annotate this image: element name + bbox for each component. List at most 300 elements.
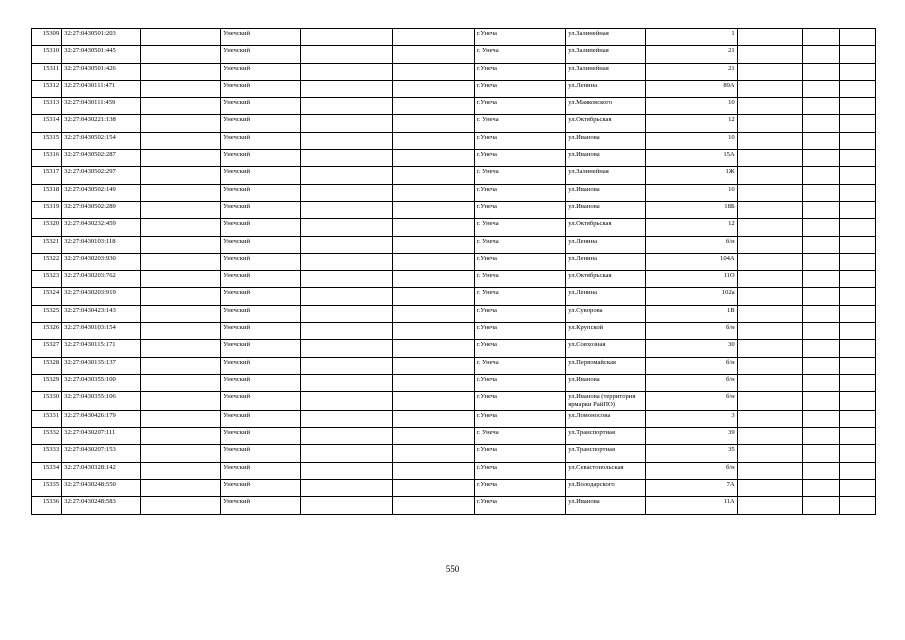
row-number-cell: 15309 — [32, 29, 62, 46]
row-number-cell: 15332 — [32, 428, 62, 445]
row-number-cell: 15315 — [32, 132, 62, 149]
empty-cell — [301, 63, 392, 80]
cadastral-number-cell: 32:27:0430203:930 — [62, 253, 141, 270]
street-cell: ул.Суворова — [566, 305, 646, 322]
empty-cell — [803, 462, 839, 479]
empty-cell — [141, 167, 221, 184]
empty-cell — [301, 236, 392, 253]
table-row — [32, 184, 876, 201]
empty-cell — [141, 357, 221, 374]
empty-cell — [737, 479, 802, 496]
empty-cell — [301, 374, 392, 391]
table-row — [32, 98, 876, 115]
empty-cell — [301, 497, 392, 514]
row-number-cell: 15325 — [32, 305, 62, 322]
house-number-cell: 21 — [646, 63, 737, 80]
empty-cell — [839, 98, 875, 115]
cadastral-number-cell: 32:27:0430111:459 — [62, 98, 141, 115]
table-row — [32, 236, 876, 253]
empty-cell — [141, 323, 221, 340]
cadastral-number-cell: 32:27:0430203:919 — [62, 288, 141, 305]
row-number-cell: 15333 — [32, 445, 62, 462]
city-cell: г.Унеча — [474, 63, 565, 80]
district-cell: Унечский — [221, 357, 301, 374]
empty-cell — [737, 219, 802, 236]
empty-cell — [392, 63, 474, 80]
street-cell: ул.Залинейная — [566, 29, 646, 46]
empty-cell — [803, 305, 839, 322]
cadastral-number-cell: 32:27:0430501:426 — [62, 63, 141, 80]
row-number-cell: 15321 — [32, 236, 62, 253]
district-cell: Унечский — [221, 253, 301, 270]
house-number-cell: б/н — [646, 357, 737, 374]
cadastral-number-cell: 32:27:0430502:149 — [62, 184, 141, 201]
table-row — [32, 167, 876, 184]
cadastral-number-cell: 32:27:0430502:287 — [62, 150, 141, 167]
empty-cell — [301, 201, 392, 218]
registry-table — [31, 28, 876, 515]
empty-cell — [839, 46, 875, 63]
street-cell: ул.Иванова — [566, 497, 646, 514]
city-cell: г. Унеча — [474, 115, 565, 132]
house-number-cell: 10 — [646, 184, 737, 201]
table-row — [32, 479, 876, 496]
street-cell: ул.Совхозная — [566, 340, 646, 357]
house-number-cell: 102а — [646, 288, 737, 305]
empty-cell — [737, 340, 802, 357]
city-cell: г.Унеча — [474, 132, 565, 149]
table-row — [32, 392, 876, 411]
city-cell: г.Унеча — [474, 98, 565, 115]
row-number-cell: 15334 — [32, 462, 62, 479]
street-cell: ул.Октябрьская — [566, 271, 646, 288]
empty-cell — [839, 63, 875, 80]
empty-cell — [737, 63, 802, 80]
house-number-cell: 1 — [646, 29, 737, 46]
row-number-cell: 15316 — [32, 150, 62, 167]
cadastral-number-cell: 32:27:0430103:154 — [62, 323, 141, 340]
empty-cell — [803, 392, 839, 411]
empty-cell — [737, 201, 802, 218]
empty-cell — [737, 236, 802, 253]
row-number-cell: 15330 — [32, 392, 62, 411]
district-cell: Унечский — [221, 479, 301, 496]
table-row — [32, 150, 876, 167]
district-cell: Унечский — [221, 340, 301, 357]
empty-cell — [301, 150, 392, 167]
cadastral-number-cell: 32:27:0430355:106 — [62, 392, 141, 411]
cadastral-number-cell: 32:27:0430501:203 — [62, 29, 141, 46]
empty-cell — [839, 410, 875, 427]
row-number-cell: 15318 — [32, 184, 62, 201]
district-cell: Унечский — [221, 236, 301, 253]
table-row — [32, 115, 876, 132]
cadastral-number-cell: 32:27:0430328:142 — [62, 462, 141, 479]
cadastral-number-cell: 32:27:0430232:459 — [62, 219, 141, 236]
empty-cell — [737, 46, 802, 63]
city-cell: г. Унеча — [474, 428, 565, 445]
empty-cell — [301, 167, 392, 184]
empty-cell — [301, 219, 392, 236]
table-row — [32, 132, 876, 149]
empty-cell — [803, 236, 839, 253]
empty-cell — [803, 374, 839, 391]
empty-cell — [737, 115, 802, 132]
district-cell: Унечский — [221, 323, 301, 340]
empty-cell — [737, 445, 802, 462]
empty-cell — [839, 115, 875, 132]
cadastral-number-cell: 32:27:0430203:762 — [62, 271, 141, 288]
empty-cell — [392, 132, 474, 149]
empty-cell — [803, 479, 839, 496]
empty-cell — [141, 479, 221, 496]
empty-cell — [839, 357, 875, 374]
district-cell: Унечский — [221, 201, 301, 218]
district-cell: Унечский — [221, 132, 301, 149]
cadastral-number-cell: 32:27:0430135:137 — [62, 357, 141, 374]
empty-cell — [737, 184, 802, 201]
house-number-cell: б/н — [646, 236, 737, 253]
empty-cell — [141, 253, 221, 270]
empty-cell — [737, 132, 802, 149]
district-cell: Унечский — [221, 288, 301, 305]
empty-cell — [141, 63, 221, 80]
cadastral-number-cell: 32:27:0430355:100 — [62, 374, 141, 391]
cadastral-number-cell: 32:27:0430502:297 — [62, 167, 141, 184]
street-cell: ул.Иванова — [566, 201, 646, 218]
empty-cell — [803, 410, 839, 427]
empty-cell — [301, 479, 392, 496]
empty-cell — [301, 132, 392, 149]
empty-cell — [141, 340, 221, 357]
empty-cell — [301, 357, 392, 374]
district-cell: Унечский — [221, 462, 301, 479]
empty-cell — [737, 392, 802, 411]
row-number-cell: 15313 — [32, 98, 62, 115]
street-cell: ул.Маяковского — [566, 98, 646, 115]
cadastral-number-cell: 32:27:0430115:171 — [62, 340, 141, 357]
row-number-cell: 15335 — [32, 479, 62, 496]
empty-cell — [803, 46, 839, 63]
row-number-cell: 15323 — [32, 271, 62, 288]
empty-cell — [803, 497, 839, 514]
street-cell: ул.Залинейная — [566, 167, 646, 184]
house-number-cell: 89А — [646, 80, 737, 97]
house-number-cell: 11А — [646, 497, 737, 514]
empty-cell — [141, 462, 221, 479]
empty-cell — [803, 253, 839, 270]
empty-cell — [392, 46, 474, 63]
empty-cell — [839, 428, 875, 445]
row-number-cell: 15322 — [32, 253, 62, 270]
empty-cell — [839, 462, 875, 479]
empty-cell — [839, 132, 875, 149]
street-cell: ул.Октябрьская — [566, 115, 646, 132]
empty-cell — [392, 236, 474, 253]
street-cell: ул.Севастопольская — [566, 462, 646, 479]
street-cell: ул.Ленина — [566, 80, 646, 97]
district-cell: Унечский — [221, 167, 301, 184]
table-row — [32, 80, 876, 97]
empty-cell — [392, 184, 474, 201]
empty-cell — [839, 271, 875, 288]
empty-cell — [141, 219, 221, 236]
house-number-cell: 10 — [646, 98, 737, 115]
empty-cell — [141, 410, 221, 427]
empty-cell — [301, 462, 392, 479]
street-cell: ул.Ломоносова — [566, 410, 646, 427]
empty-cell — [803, 150, 839, 167]
empty-cell — [839, 323, 875, 340]
row-number-cell: 15314 — [32, 115, 62, 132]
empty-cell — [737, 410, 802, 427]
city-cell: г. Унеча — [474, 46, 565, 63]
district-cell: Унечский — [221, 428, 301, 445]
cadastral-number-cell: 32:27:0430207:111 — [62, 428, 141, 445]
district-cell: Унечский — [221, 219, 301, 236]
house-number-cell: 10 — [646, 132, 737, 149]
empty-cell — [141, 80, 221, 97]
city-cell: г.Унеча — [474, 445, 565, 462]
empty-cell — [803, 80, 839, 97]
district-cell: Унечский — [221, 445, 301, 462]
street-cell: ул.Транспортная — [566, 428, 646, 445]
row-number-cell: 15312 — [32, 80, 62, 97]
city-cell: г.Унеча — [474, 201, 565, 218]
empty-cell — [803, 357, 839, 374]
empty-cell — [803, 201, 839, 218]
house-number-cell: 104А — [646, 253, 737, 270]
empty-cell — [803, 445, 839, 462]
district-cell: Унечский — [221, 271, 301, 288]
house-number-cell: б/н — [646, 392, 737, 411]
table-row — [32, 29, 876, 46]
street-cell: ул.Октябрьская — [566, 219, 646, 236]
empty-cell — [392, 323, 474, 340]
empty-cell — [301, 392, 392, 411]
empty-cell — [392, 340, 474, 357]
empty-cell — [737, 80, 802, 97]
empty-cell — [392, 253, 474, 270]
empty-cell — [301, 115, 392, 132]
empty-cell — [301, 445, 392, 462]
empty-cell — [737, 167, 802, 184]
empty-cell — [141, 497, 221, 514]
house-number-cell: б/н — [646, 462, 737, 479]
empty-cell — [392, 98, 474, 115]
empty-cell — [839, 253, 875, 270]
city-cell: г.Унеча — [474, 253, 565, 270]
empty-cell — [737, 98, 802, 115]
district-cell: Унечский — [221, 29, 301, 46]
district-cell: Унечский — [221, 46, 301, 63]
empty-cell — [737, 288, 802, 305]
street-cell: ул.Ленина — [566, 236, 646, 253]
empty-cell — [803, 132, 839, 149]
house-number-cell: 18Б — [646, 201, 737, 218]
empty-cell — [803, 271, 839, 288]
empty-cell — [803, 219, 839, 236]
street-cell: ул.Первомайская — [566, 357, 646, 374]
table-row — [32, 219, 876, 236]
row-number-cell: 15327 — [32, 340, 62, 357]
city-cell: г.Унеча — [474, 374, 565, 391]
cadastral-number-cell: 32:27:0430111:471 — [62, 80, 141, 97]
empty-cell — [803, 167, 839, 184]
city-cell: г.Унеча — [474, 340, 565, 357]
empty-cell — [803, 288, 839, 305]
city-cell: г. Унеча — [474, 271, 565, 288]
district-cell: Унечский — [221, 392, 301, 411]
empty-cell — [803, 340, 839, 357]
row-number-cell: 15319 — [32, 201, 62, 218]
empty-cell — [737, 271, 802, 288]
empty-cell — [141, 46, 221, 63]
empty-cell — [301, 184, 392, 201]
street-cell: ул.Иванова — [566, 150, 646, 167]
empty-cell — [141, 305, 221, 322]
row-number-cell: 15324 — [32, 288, 62, 305]
empty-cell — [301, 323, 392, 340]
row-number-cell: 15310 — [32, 46, 62, 63]
row-number-cell: 15328 — [32, 357, 62, 374]
table-row — [32, 323, 876, 340]
district-cell: Унечский — [221, 497, 301, 514]
street-cell: ул.Ленина — [566, 288, 646, 305]
district-cell: Унечский — [221, 150, 301, 167]
empty-cell — [301, 340, 392, 357]
street-cell: ул.Крупской — [566, 323, 646, 340]
empty-cell — [301, 410, 392, 427]
empty-cell — [392, 115, 474, 132]
empty-cell — [737, 305, 802, 322]
empty-cell — [392, 497, 474, 514]
empty-cell — [392, 357, 474, 374]
table-row — [32, 357, 876, 374]
empty-cell — [803, 115, 839, 132]
empty-cell — [141, 271, 221, 288]
cadastral-number-cell: 32:27:0430248:583 — [62, 497, 141, 514]
empty-cell — [803, 63, 839, 80]
empty-cell — [839, 201, 875, 218]
house-number-cell: 1Ж — [646, 167, 737, 184]
empty-cell — [392, 219, 474, 236]
empty-cell — [141, 150, 221, 167]
page-number: 550 — [445, 564, 460, 574]
city-cell: г.Унеча — [474, 462, 565, 479]
table-row — [32, 428, 876, 445]
empty-cell — [301, 428, 392, 445]
cadastral-number-cell: 32:27:0430501:445 — [62, 46, 141, 63]
empty-cell — [301, 46, 392, 63]
table-row — [32, 374, 876, 391]
empty-cell — [839, 497, 875, 514]
cadastral-number-cell: 32:27:0430423:143 — [62, 305, 141, 322]
row-number-cell: 15320 — [32, 219, 62, 236]
house-number-cell: 12 — [646, 115, 737, 132]
empty-cell — [737, 497, 802, 514]
cadastral-number-cell: 32:27:0430207:153 — [62, 445, 141, 462]
row-number-cell: 15326 — [32, 323, 62, 340]
city-cell: г. Унеча — [474, 236, 565, 253]
city-cell: г.Унеча — [474, 150, 565, 167]
district-cell: Унечский — [221, 80, 301, 97]
house-number-cell: 7А — [646, 479, 737, 496]
empty-cell — [803, 98, 839, 115]
street-cell: ул.Транспортная — [566, 445, 646, 462]
street-cell: ул.Залинейная — [566, 63, 646, 80]
empty-cell — [141, 288, 221, 305]
street-cell: ул.Ленина — [566, 253, 646, 270]
empty-cell — [737, 357, 802, 374]
city-cell: г. Унеча — [474, 167, 565, 184]
house-number-cell: 3 — [646, 410, 737, 427]
house-number-cell: б/н — [646, 323, 737, 340]
empty-cell — [392, 428, 474, 445]
empty-cell — [839, 219, 875, 236]
empty-cell — [392, 201, 474, 218]
house-number-cell: б/н — [646, 374, 737, 391]
row-number-cell: 15331 — [32, 410, 62, 427]
row-number-cell: 15317 — [32, 167, 62, 184]
cadastral-number-cell: 32:27:0430103:118 — [62, 236, 141, 253]
table-row — [32, 445, 876, 462]
empty-cell — [301, 29, 392, 46]
district-cell: Унечский — [221, 63, 301, 80]
empty-cell — [839, 445, 875, 462]
table-row — [32, 462, 876, 479]
empty-cell — [839, 305, 875, 322]
house-number-cell: 15А — [646, 150, 737, 167]
house-number-cell: 35 — [646, 445, 737, 462]
row-number-cell: 15311 — [32, 63, 62, 80]
table-row — [32, 497, 876, 514]
city-cell: г.Унеча — [474, 80, 565, 97]
empty-cell — [392, 80, 474, 97]
table-row — [32, 46, 876, 63]
street-cell: ул.Иванова — [566, 184, 646, 201]
empty-cell — [392, 305, 474, 322]
empty-cell — [839, 236, 875, 253]
table-row — [32, 271, 876, 288]
district-cell: Унечский — [221, 410, 301, 427]
empty-cell — [392, 271, 474, 288]
cadastral-number-cell: 32:27:0430248:550 — [62, 479, 141, 496]
empty-cell — [141, 392, 221, 411]
city-cell: г.Унеча — [474, 497, 565, 514]
empty-cell — [141, 428, 221, 445]
empty-cell — [839, 392, 875, 411]
empty-cell — [839, 374, 875, 391]
empty-cell — [737, 428, 802, 445]
empty-cell — [301, 271, 392, 288]
empty-cell — [392, 29, 474, 46]
table-row — [32, 305, 876, 322]
district-cell: Унечский — [221, 98, 301, 115]
empty-cell — [737, 374, 802, 391]
city-cell: г.Унеча — [474, 184, 565, 201]
empty-cell — [301, 288, 392, 305]
house-number-cell: 39 — [646, 428, 737, 445]
empty-cell — [392, 374, 474, 391]
district-cell: Унечский — [221, 115, 301, 132]
empty-cell — [839, 29, 875, 46]
cadastral-number-cell: 32:27:0430426:179 — [62, 410, 141, 427]
empty-cell — [141, 132, 221, 149]
empty-cell — [737, 29, 802, 46]
house-number-cell: 11О — [646, 271, 737, 288]
empty-cell — [803, 184, 839, 201]
